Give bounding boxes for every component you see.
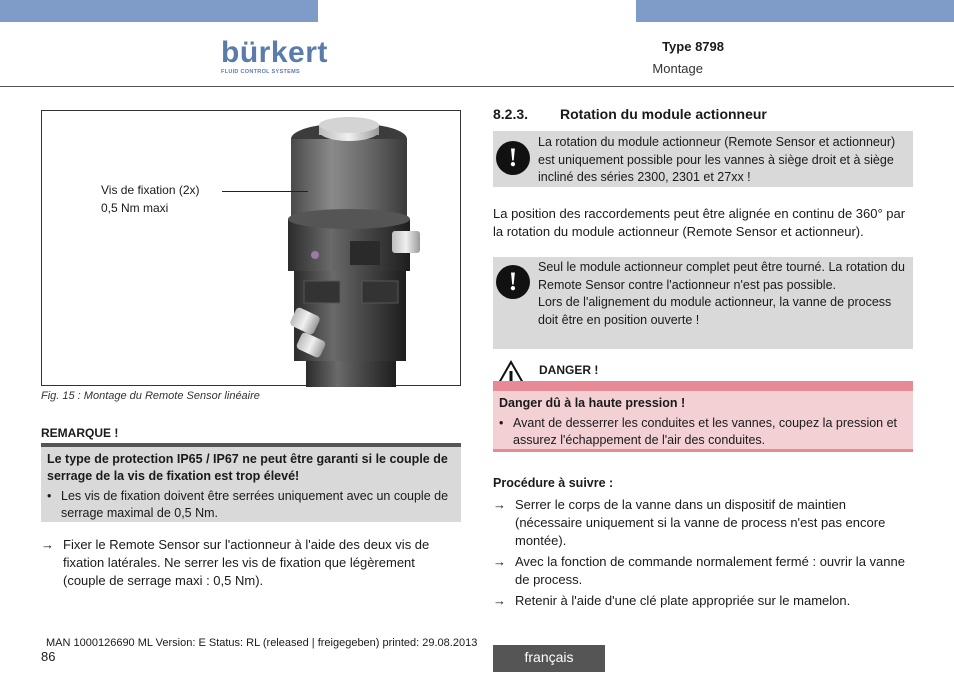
page-number: 86 <box>41 649 56 664</box>
callout-leader-line <box>222 191 308 192</box>
danger-title: Danger dû à la haute pression ! <box>499 396 686 410</box>
language-tab: français <box>493 645 605 672</box>
figure-caption: Fig. 15 : Montage du Remote Sensor linéaire <box>41 390 260 402</box>
left-step <box>41 536 461 590</box>
procedure-step-text: Avec la fonction de commande normalement fermé : ouvrir la vanne de process. <box>515 554 905 587</box>
danger-bar <box>493 381 913 391</box>
header-band-right <box>636 0 954 22</box>
remark-heading: REMARQUE ! <box>41 426 119 440</box>
danger-bullet-text: Avant de desserrer les conduites et les vannes, coupez la pression et assurez l'échappement de l'air des conduites. <box>513 416 898 447</box>
danger-bottom-bar <box>493 449 913 452</box>
print-metadata: MAN 1000126690 ML Version: E Status: RL (released | freigegeben) printed: 29.08.2013 <box>46 637 478 649</box>
note-box-1 <box>493 131 913 187</box>
note-2-line-2: Lors de l'alignement du module actionneur, la vanne de process doit être en position ouverte ! <box>538 295 892 327</box>
note-box-2 <box>493 257 913 349</box>
danger-box <box>493 391 913 449</box>
document-section: Montage <box>652 61 703 76</box>
arrow-right-icon: → <box>493 497 506 512</box>
callout-torque-label: 0,5 Nm maxi <box>101 201 169 215</box>
procedure-step <box>493 553 913 589</box>
remote-sensor-illustration <box>42 111 462 387</box>
danger-label: DANGER ! <box>539 363 599 377</box>
exclamation-icon: ! <box>496 265 530 299</box>
callout-screw-label: Vis de fixation (2x) <box>101 183 200 197</box>
bullet-icon: • <box>499 416 504 430</box>
section-title: Rotation du module actionneur <box>560 106 767 122</box>
exclamation-icon: ! <box>496 141 530 175</box>
arrow-right-icon: → <box>493 593 506 608</box>
header-divider <box>0 86 954 87</box>
screw-callout <box>101 181 200 217</box>
arrow-right-icon: → <box>493 554 506 569</box>
procedure-step <box>493 496 913 550</box>
procedure-step-text: Retenir à l'aide d'une clé plate appropriée sur le mamelon. <box>515 593 851 608</box>
bullet-icon: • <box>47 489 52 503</box>
rotation-paragraph: La position des raccordements peut être alignée en continu de 360° par la rotation du module actionneur (Remote Sensor et actionneur). <box>493 206 906 239</box>
note-2-text <box>538 259 907 329</box>
remark-box <box>41 447 461 522</box>
buerkert-logo <box>221 36 328 75</box>
left-step-text: Fixer le Remote Sensor sur l'actionneur à l'aide des deux vis de fixation latérales. Ne serrer les vis de fixation que légèrement (couple de serrage maxi : 0,5 Nm). <box>63 537 430 588</box>
arrow-right-icon: → <box>41 537 54 552</box>
document-type: Type 8798 <box>662 39 724 54</box>
header-band-left <box>0 0 318 22</box>
remark-bullet-item <box>47 488 455 522</box>
procedure-step-text: Serrer le corps de la vanne dans un dispositif de maintien (nécessaire uniquement si la vanne de process n'est pas encore montée). <box>515 497 886 548</box>
remark-warning-text: Le type de protection IP65 / IP67 ne peut être garanti si le couple de serrage de la vis de fixation est trop élevé! <box>47 452 448 483</box>
danger-bullet-item <box>499 415 907 449</box>
note-2-line-1: Seul le module actionneur complet peut être tourné. La rotation du Remote Sensor contre l'actionneur n'est pas possible. <box>538 260 905 292</box>
procedure-title: Procédure à suivre : <box>493 476 614 490</box>
figure-frame <box>41 110 461 386</box>
remark-bullet-text: Les vis de fixation doivent être serrées uniquement avec un couple de serrage maximal de 0,5 Nm. <box>61 489 449 520</box>
section-number: 8.2.3. <box>493 106 529 122</box>
note-1-text: La rotation du module actionneur (Remote Sensor et actionneur) est uniquement possible pour les vannes à siège droit et à siège incliné des séries 2300, 2301 et 27xx ! <box>538 135 896 184</box>
logo-wordmark: bürkert <box>221 36 328 69</box>
procedure-step <box>493 592 913 610</box>
logo-tagline: FLUID CONTROL SYSTEMS <box>221 69 300 75</box>
